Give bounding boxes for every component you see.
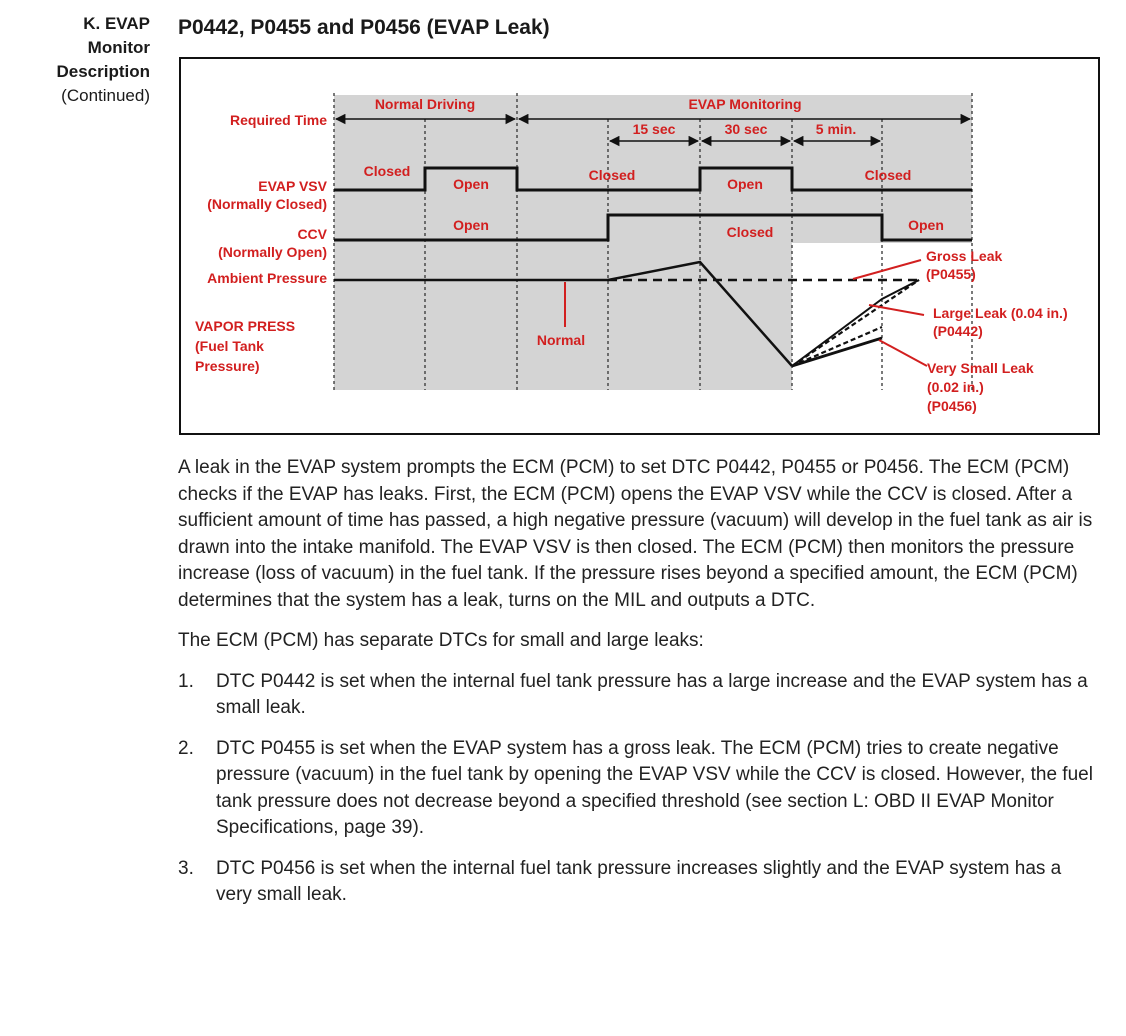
time-15sec-label: 15 sec xyxy=(632,121,676,137)
list-number: 2. xyxy=(178,737,194,759)
vsv-closed-label-2: Closed xyxy=(588,167,636,183)
ccv-open-label-1: Open xyxy=(453,217,489,233)
time-5min-label: 5 min. xyxy=(815,121,857,137)
section-line-description: Description xyxy=(56,62,150,81)
ccv-open-label-2: Open xyxy=(908,217,944,233)
timing-diagram-svg xyxy=(181,59,1098,433)
list-text: DTC P0442 is set when the internal fuel tank pressure has a large increase and the EVAP system has a small leak. xyxy=(216,670,1088,718)
evap-timing-diagram xyxy=(179,57,1100,435)
list-number: 1. xyxy=(178,670,194,692)
vsv-closed-label-3: Closed xyxy=(864,167,912,183)
large-leak-label-2: (P0442) xyxy=(933,323,983,339)
ambient-pressure-label: Ambient Pressure xyxy=(207,270,327,286)
dtc-list xyxy=(178,669,1098,909)
list-item xyxy=(178,856,1098,909)
vapor-press-label-1: VAPOR PRESS xyxy=(195,318,296,334)
vsv-closed-label-1: Closed xyxy=(363,163,411,179)
gross-leak-label-2: (P0455) xyxy=(926,266,976,282)
vsv-open-label-1: Open xyxy=(453,176,489,192)
normal-label: Normal xyxy=(536,332,586,348)
ccv-label-2: (Normally Open) xyxy=(218,244,327,260)
list-text: DTC P0456 is set when the internal fuel tank pressure increases slightly and the EVAP system has a very small leak. xyxy=(216,857,1062,905)
small-leak-label-3: (P0456) xyxy=(927,398,977,414)
section-line-continued: (Continued) xyxy=(61,86,150,105)
normal-driving-label: Normal Driving xyxy=(374,96,476,112)
list-item xyxy=(178,669,1098,722)
list-text: DTC P0455 is set when the EVAP system has a gross leak. The ECM (PCM) tries to create negative pressure (vacuum) in the fuel tank by opening the EVAP VSV while the CCV is closed. However, the fuel tank pressure does not decrease beyond a specified threshold (see section L: OBD II EVAP Monitor Specifications, page 39). xyxy=(216,737,1093,838)
paragraph-intro: A leak in the EVAP system prompts the ECM (PCM) to set DTC P0442, P0455 or P0456. The ECM (PCM) checks if the EVAP has leaks. First, the ECM (PCM) opens the EVAP VSV while the CCV is closed. After a sufficient amount of time has passed, a high negative pressure (vacuum) will develop in the fuel tank as air is drawn into the intake manifold. The EVAP VSV is then closed. The ECM (PCM) then monitors the pressure increase (loss of vacuum) in the fuel tank. If the pressure rises beyond a specified amount, the ECM (PCM) determines that the system has a leak, turns on the MIL and outputs a DTC. xyxy=(178,457,1093,611)
paragraph-dtcs: The ECM (PCM) has separate DTCs for small and large leaks: xyxy=(178,630,704,651)
ccv-closed-label: Closed xyxy=(726,224,774,240)
evap-monitoring-label: EVAP Monitoring xyxy=(688,96,802,112)
evap-vsv-label-1: EVAP VSV xyxy=(258,178,327,194)
list-item xyxy=(178,736,1098,842)
vsv-open-label-2: Open xyxy=(727,176,763,192)
evap-vsv-label-2: (Normally Closed) xyxy=(207,196,327,212)
vapor-press-label-3: Pressure) xyxy=(195,358,260,374)
ccv-label-1: CCV xyxy=(297,226,327,242)
time-30sec-label: 30 sec xyxy=(724,121,768,137)
section-label xyxy=(20,12,150,108)
gross-leak-label-1: Gross Leak xyxy=(926,248,1003,264)
small-leak-label-1: Very Small Leak xyxy=(927,360,1034,376)
large-leak-label-1: Large Leak (0.04 in.) xyxy=(933,305,1068,321)
small-leak-label-2: (0.02 in.) xyxy=(927,379,984,395)
body-text xyxy=(178,455,1098,923)
required-time-label: Required Time xyxy=(230,112,327,128)
section-title: K. EVAP xyxy=(83,14,150,33)
list-number: 3. xyxy=(178,857,194,879)
page-title: P0442, P0455 and P0456 (EVAP Leak) xyxy=(178,16,550,39)
vapor-press-label-2: (Fuel Tank xyxy=(195,338,264,354)
section-line-monitor: Monitor xyxy=(87,38,150,57)
